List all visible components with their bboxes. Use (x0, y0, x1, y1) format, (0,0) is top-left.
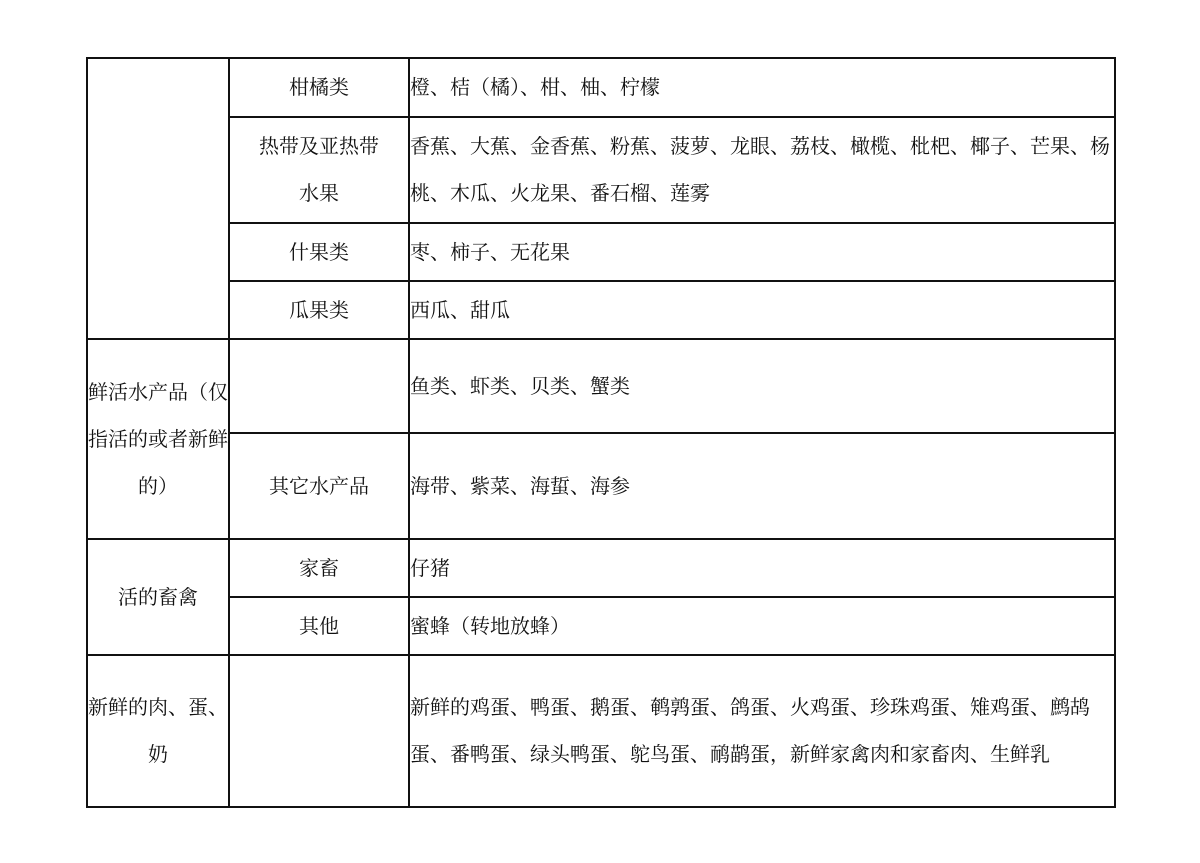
items-cell (409, 339, 1115, 433)
category-label: 新鲜的肉、蛋、奶 (88, 695, 228, 766)
items-text: 仔猪 (410, 555, 450, 580)
items-cell (409, 597, 1115, 655)
subcategory-label: 家畜 (299, 555, 339, 580)
items-cell (409, 58, 1115, 117)
category-cell-aquatic (87, 339, 229, 539)
items-text: 香蕉、大蕉、金香蕉、粉蕉、菠萝、龙眼、荔枝、橄榄、枇杷、椰子、芒果、杨桃、木瓜、火龙果、番石榴、莲雾 (410, 134, 1110, 205)
subcategory-label: 柑橘类 (289, 75, 349, 99)
items-text: 西瓜、甜瓜 (410, 297, 510, 322)
subcategory-cell (229, 539, 409, 597)
subcategory-label: 其他 (299, 613, 339, 638)
items-cell (409, 433, 1115, 539)
table-row-tropical (87, 117, 1115, 223)
subcategory-label: 瓜果类 (289, 297, 349, 322)
items-text: 新鲜的鸡蛋、鸭蛋、鹅蛋、鹌鹑蛋、鸽蛋、火鸡蛋、珍珠鸡蛋、雉鸡蛋、鹧鸪蛋、番鸭蛋、绿头鸭蛋、鸵鸟蛋、鸸鹋蛋，新鲜家禽肉和家畜肉、生鲜乳 (410, 695, 1090, 766)
subcategory-label: 其它水产品 (269, 473, 369, 498)
table-row-livestock-other (87, 597, 1115, 655)
table-row-citrus (87, 58, 1115, 117)
items-cell (409, 281, 1115, 339)
subcategory-label: 热带及亚热带水果 (259, 134, 379, 205)
category-label: 鲜活水产品（仅指活的或者新鲜的） (88, 379, 228, 498)
category-cell-livestock (87, 539, 229, 655)
subcategory-cell (229, 597, 409, 655)
items-text: 鱼类、虾类、贝类、蟹类 (410, 373, 630, 398)
items-text: 枣、柿子、无花果 (410, 239, 570, 264)
items-text: 海带、紫菜、海蜇、海参 (410, 473, 630, 498)
subcategory-cell (229, 117, 409, 223)
items-cell (409, 539, 1115, 597)
category-cell-fruit (87, 58, 229, 339)
items-text: 橙、桔（橘）、柑、柚、柠檬 (410, 75, 660, 99)
subcategory-cell (229, 655, 409, 807)
subcategory-cell (229, 339, 409, 433)
category-cell-meat-egg-milk (87, 655, 229, 807)
subcategory-label: 什果类 (289, 239, 349, 264)
items-cell (409, 655, 1115, 807)
subcategory-cell (229, 433, 409, 539)
product-category-table (86, 57, 1116, 808)
table-row-livestock (87, 539, 1115, 597)
items-cell (409, 223, 1115, 281)
table-row-meat-egg-milk (87, 655, 1115, 807)
table-row-aquatic (87, 339, 1115, 433)
subcategory-cell (229, 58, 409, 117)
subcategory-cell (229, 281, 409, 339)
items-text: 蜜蜂（转地放蜂） (410, 613, 570, 638)
items-cell (409, 117, 1115, 223)
table-row-assorted (87, 223, 1115, 281)
subcategory-cell (229, 223, 409, 281)
table-row-melon (87, 281, 1115, 339)
category-label: 活的畜禽 (118, 584, 198, 609)
table-row-aquatic-other (87, 433, 1115, 539)
